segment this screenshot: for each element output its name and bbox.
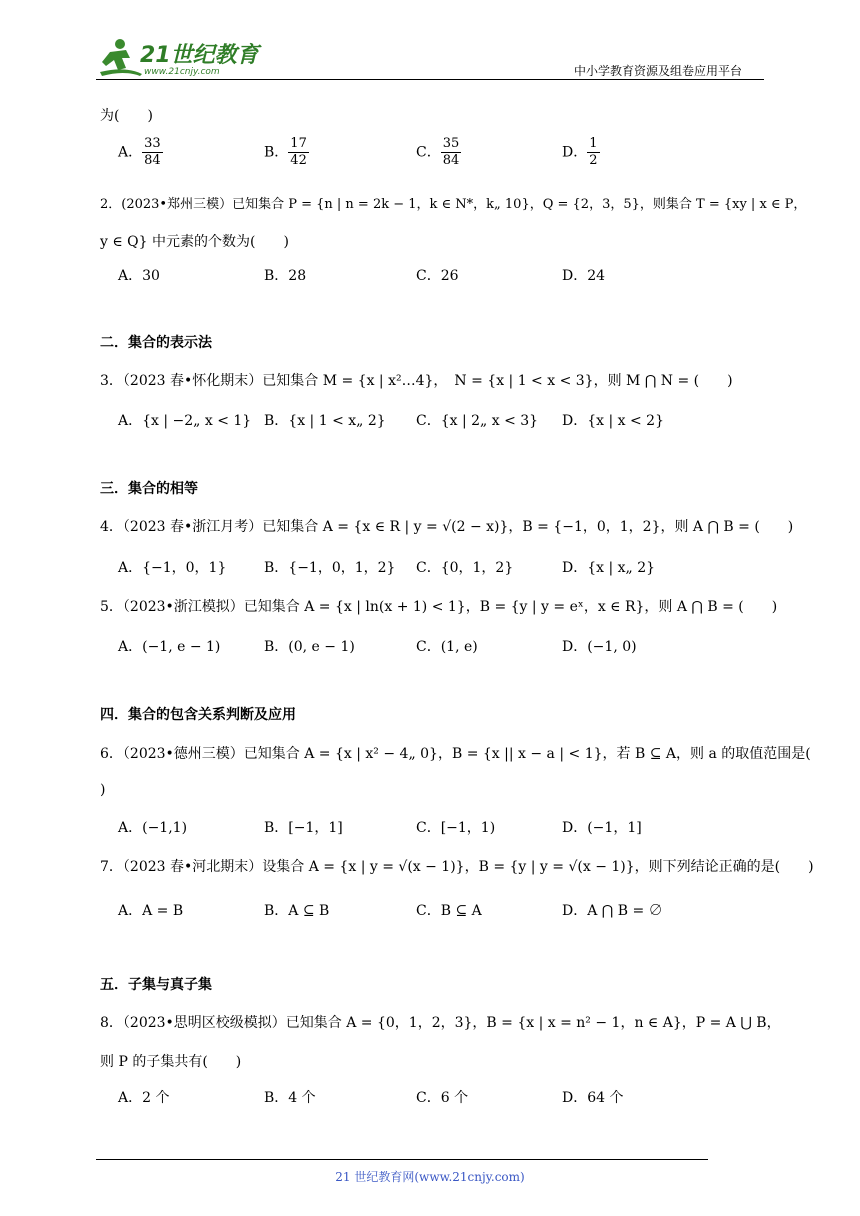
- q4-option-a: A．{−1，0，1}: [118, 560, 227, 576]
- q6-line2: ): [100, 782, 106, 798]
- q3-option-b: B．{x | 1 < x„ 2}: [264, 413, 386, 429]
- q1-tail: 为( ): [100, 108, 153, 124]
- q7-option-d: D．A ⋂ B = ∅: [562, 903, 663, 919]
- q7-line1: 7．（2023 春•河北期末）设集合 A = {x | y = √(x − 1)}，B = {y | y = √(x − 1)}，则下列结论正确的是( ): [100, 859, 814, 875]
- header-divider: [96, 79, 764, 80]
- q8-option-b: B．4 个: [264, 1090, 316, 1106]
- option-label: D．: [562, 144, 588, 161]
- logo-url-text: www.21cnjy.com: [144, 67, 220, 77]
- q2-option-d: D．24: [562, 268, 606, 284]
- q2-option-b: B．28: [264, 268, 307, 284]
- fraction: $\frac{17}{42}$: [290, 136, 307, 168]
- fraction: $\frac{1}{2}$: [589, 136, 598, 168]
- q3-option-d: D．{x | x < 2}: [562, 413, 664, 429]
- q6-option-c: C．[−1，1): [416, 820, 496, 836]
- q1-option-a: [118, 136, 163, 169]
- q4-option-c: C．{0，1，2}: [416, 560, 514, 576]
- q6-option-b: B．[−1，1]: [264, 820, 343, 836]
- q2-option-a: A．30: [118, 268, 160, 284]
- q3-option-c: C．{x | 2„ x < 3}: [416, 413, 539, 429]
- q8-option-c: C．6 个: [416, 1090, 469, 1106]
- header-platform-text: 中小学教育资源及组卷应用平台: [574, 64, 743, 78]
- footer-link[interactable]: 21 世纪教育网(www.21cnjy.com): [335, 1170, 525, 1184]
- q5-option-b: B．(0, e − 1): [264, 639, 355, 655]
- q4-line1: 4．（2023 春•浙江月考）已知集合 A = {x ∈ R | y = √(2 − x)}，B = {−1，0，1，2}，则 A ⋂ B = ( ): [100, 519, 794, 535]
- option-label: A．: [118, 144, 143, 161]
- q7-option-c: C．B ⊆ A: [416, 903, 482, 919]
- section-title: 四．集合的包含关系判断及应用: [100, 707, 296, 723]
- section-title: 五．子集与真子集: [100, 977, 212, 993]
- footer-divider: [96, 1159, 708, 1160]
- q6-option-a: A．(−1,1): [118, 820, 188, 836]
- option-label: C．: [416, 144, 441, 161]
- option-label: B．: [264, 144, 289, 161]
- q2-option-c: C．26: [416, 268, 459, 284]
- q3-line1: 3．（2023 春•怀化期末）已知集合 M = {x | x²…4}， N = {x | 1 < x < 3}，则 M ⋂ N = ( ): [100, 373, 733, 389]
- q7-option-b: B．A ⊆ B: [264, 903, 330, 919]
- q6-line1: 6．（2023•德州三模）已知集合 A = {x | x² − 4„ 0}，B = {x || x − a | < 1}，若 B ⊆ A，则 a 的取值范围是(: [100, 746, 811, 762]
- q2-line1: 2．(2023•郑州三模）已知集合 P = {n | n = 2k − 1，k ∈ N*，k„ 10}，Q = {2，3，5}，则集合 T = {xy | x ∈ P，: [100, 197, 807, 212]
- q1-option-d: [562, 136, 600, 169]
- q1-option-b: [264, 136, 309, 169]
- q6-option-d: D．(−1，1]: [562, 820, 642, 836]
- section-title: 二．集合的表示法: [100, 335, 212, 351]
- q8-option-a: A．2 个: [118, 1090, 170, 1106]
- logo-text: 21世纪教育: [140, 43, 259, 68]
- q5-option-d: D．(−1, 0): [562, 639, 637, 655]
- q4-option-b: B．{−1，0，1，2}: [264, 560, 396, 576]
- q8-option-d: D．64 个: [562, 1090, 624, 1106]
- q5-option-a: A．(−1, e − 1): [118, 639, 221, 655]
- fraction: $\frac{33}{84}$: [144, 136, 161, 168]
- q5-option-c: C．(1, e): [416, 639, 478, 655]
- section-title: 三．集合的相等: [100, 481, 198, 497]
- q3-option-a: A．{x | −2„ x < 1}: [118, 413, 252, 429]
- fraction: $\frac{35}{84}$: [442, 136, 460, 168]
- q2-line2: y ∈ Q} 中元素的个数为( ): [100, 234, 289, 250]
- q4-option-d: D．{x | x„ 2}: [562, 560, 656, 576]
- q5-line1: 5．（2023•浙江模拟）已知集合 A = {x | ln(x + 1) < 1}，B = {y | y = eˣ，x ∈ R}，则 A ⋂ B = ( ): [100, 599, 778, 615]
- q8-line2: 则 P 的子集共有( ): [100, 1054, 242, 1070]
- q7-option-a: A．A = B: [118, 903, 184, 919]
- q8-line1: 8．（2023•思明区校级模拟）已知集合 A = {0，1，2，3}，B = {x | x = n² − 1，n ∈ A}，P = A ⋃ B，: [100, 1015, 781, 1031]
- q1-option-c: [416, 136, 461, 169]
- logo: [96, 36, 266, 80]
